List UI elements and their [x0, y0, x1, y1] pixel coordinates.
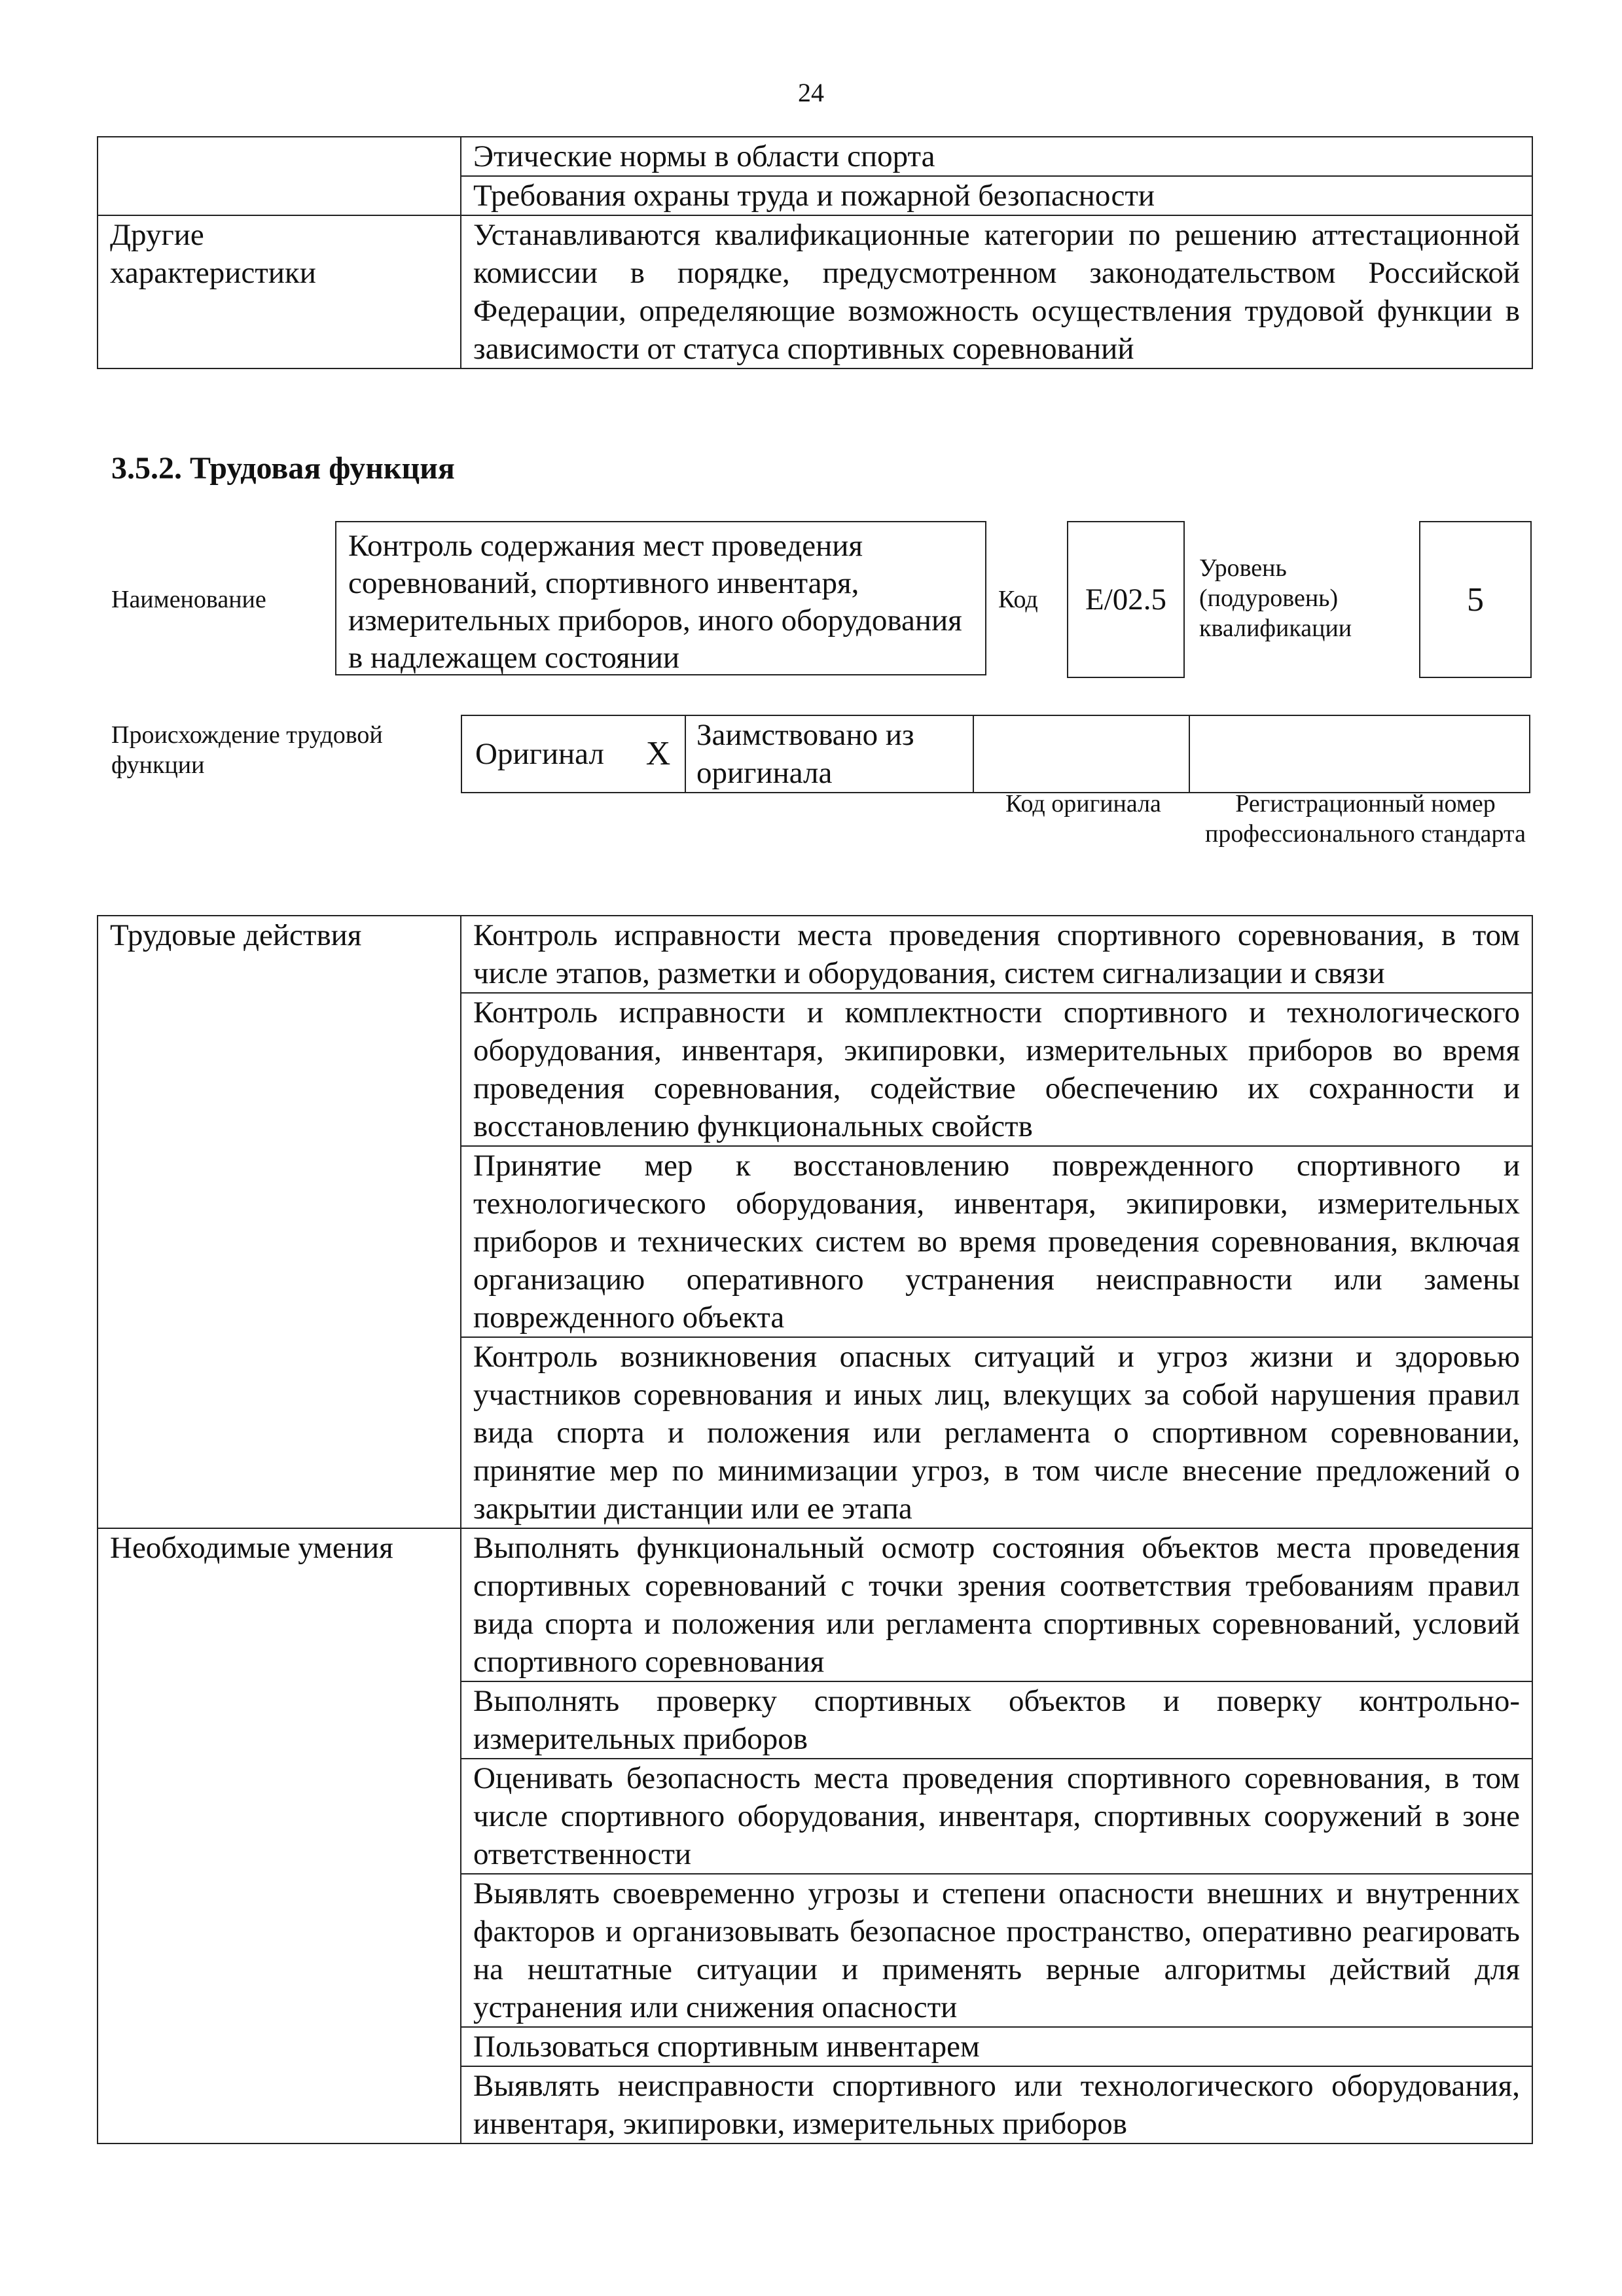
skill-item: Пользоваться спортивным инвентарем: [461, 2027, 1532, 2066]
skill-item: Выполнять проверку спортивных объектов и поверку контрольно-измерительных приборов: [461, 1681, 1532, 1759]
code-value: E/02.5: [1085, 583, 1167, 617]
name-label: Наименование: [111, 586, 266, 613]
origin-code-cell: [973, 715, 1189, 793]
code-original-caption: Код оригинала: [1005, 790, 1161, 817]
page-number: 24: [798, 78, 824, 107]
table-row: [98, 916, 1532, 993]
table-row: [461, 715, 1530, 793]
level-value: 5: [1467, 581, 1484, 619]
name-value-box: Контроль содержания мест проведения соревнований, спортивного инвентаря, измерительных приборов, иного оборудования в надлежащем состоянии: [335, 521, 986, 675]
skills-label: Необходимые умения: [98, 1528, 461, 2144]
code-label: Код: [998, 586, 1038, 613]
origin-borrowed-label: Заимствовано из оригинала: [685, 715, 973, 793]
skill-item: Выявлять своевременно угрозы и степени опасности внешних и внутренних факторов и организовывать безопасное пространство, оперативно реагировать на нештатные ситуации и применять верные алгоритмы действий для устранения или снижения опасности: [461, 1874, 1532, 2027]
origin-original-mark: X: [632, 715, 685, 793]
action-item: Контроль исправности места проведения спортивного соревнования, в том числе этапов, разметки и оборудования, систем сигнализации и связи: [461, 916, 1532, 993]
section-heading: 3.5.2. Трудовая функция: [111, 451, 455, 486]
origin-table: [461, 715, 1530, 793]
skill-item: Выявлять неисправности спортивного или технологического оборудования, инвентаря, экипировки, измерительных приборов: [461, 2066, 1532, 2144]
top-table-cell: Устанавливаются квалификационные категории по решению аттестационной комиссии в порядке, предусмотренном законодательством Российской Федерации, определяющие возможность осуществления трудовой функции в зависимости от статуса спортивных соревнований: [461, 215, 1532, 368]
table-row: [98, 215, 1532, 368]
origin-original-label: Оригинал: [461, 715, 632, 793]
origin-reg-cell: [1189, 715, 1530, 793]
origin-label: Происхождение трудовой функции: [111, 721, 383, 779]
top-table-empty-label: [98, 137, 461, 215]
top-table-cell: Требования охраны труда и пожарной безопасности: [461, 176, 1532, 215]
action-item: Контроль исправности и комплектности спортивного и технологического оборудования, инвентаря, экипировки, измерительных приборов во время проведения соревнования, содействие обеспечению их сохранности и восстановлению функциональных свойств: [461, 993, 1532, 1146]
table-row: [98, 137, 1532, 176]
top-table: [97, 136, 1533, 369]
code-value-box: [1067, 521, 1185, 678]
skill-item: Выполнять функциональный осмотр состояния объектов места проведения спортивных соревнований с точки зрения соответствия требованиям правил вида спорта и положения или регламента спортивных соревнований, условий спортивного соревнования: [461, 1528, 1532, 1681]
skill-item: Оценивать безопасность места проведения спортивного соревнования, в том числе спортивного оборудования, инвентаря, спортивных сооружений в зоне ответственности: [461, 1759, 1532, 1874]
top-table-cell: Этические нормы в области спорта: [461, 137, 1532, 176]
level-value-box: [1419, 521, 1532, 678]
reg-number-caption: Регистрационный номер профессионального стандарта: [1205, 790, 1526, 848]
action-item: Контроль возникновения опасных ситуаций и угроз жизни и здоровью участников соревнования и иных лиц, влекущих за собой нарушения правил вида спорта и положения или регламента о спортивном соревновании, принятие мер по минимизации угроз, в том числе внесение предложений о закрытии дистанции или ее этапа: [461, 1337, 1532, 1528]
table-row: [98, 1528, 1532, 1681]
actions-label: Трудовые действия: [98, 916, 461, 1528]
main-table: [97, 915, 1533, 2144]
top-table-label: Другие характеристики: [98, 215, 461, 368]
action-item: Принятие мер к восстановлению поврежденного спортивного и технологического оборудования, инвентаря, экипировки, измерительных приборов и технических систем во время проведения соревнования, включая организацию оперативного устранения неисправности или замены поврежденного объекта: [461, 1146, 1532, 1337]
level-label: Уровень (подуровень) квалификации: [1199, 554, 1352, 642]
